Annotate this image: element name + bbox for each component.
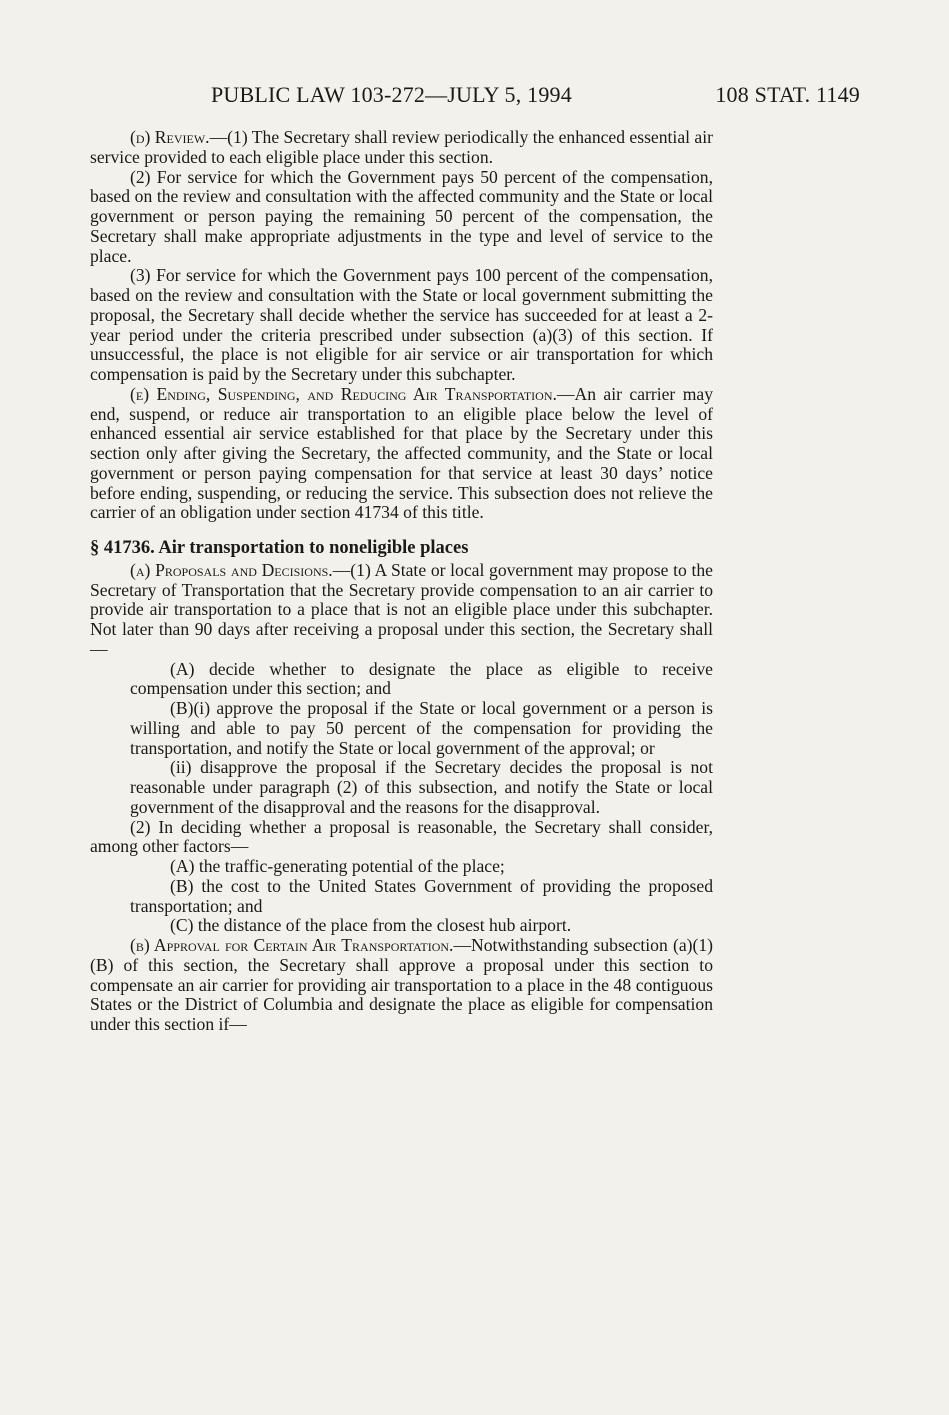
stat-reference: 108 STAT. 1149: [715, 82, 860, 107]
paragraph-d3: (3) For service for which the Government pays 100 percent of the compensation, based on the review and consultation with the State or local government submitting the proposal, the Secretary shall decide whether the service has succeeded for at least a 2-year period under the criteria prescribed under subsection (a)(3) of this section. If unsuccessful, the place is not eligible for air service or air transportation for which compensation is paid by the Secretary under this subchapter.: [90, 265, 713, 384]
paragraph-b: [90, 936, 713, 1035]
running-header: [90, 82, 860, 112]
subsection-label: (b) Approval for Certain Air Transportation.: [130, 935, 454, 955]
subsection-label: (e) Ending, Suspending, and Reducing Air Transportation.: [130, 383, 557, 404]
paragraph-a2-B: (B) the cost to the United States Government of providing the proposed transportation; and: [130, 875, 713, 916]
paragraph-a2-A: (A) the traffic-generating potential of the place;: [170, 856, 505, 876]
paragraph-a-B-ii: (ii) disapprove the proposal if the Secretary decides the proposal is not reasonable under paragraph (2) of this subsection, and notify the State or local government of the disapproval and the reasons for the disapproval.: [130, 757, 713, 817]
subsection-label: (d) Review.: [130, 127, 210, 147]
paragraph-d-review: [90, 128, 713, 168]
paragraph-text: —Notwithstanding subsection (a)(1)(B) of this section, the Secretary shall approve a proposal under this section to compensate an air carrier for providing air transportation to a place in the 48 contiguous States or the District of Columbia and designate the place as eligible for compensation under this section if—: [90, 935, 713, 1034]
paragraph-text: —(1) A State or local government may propose to the Secretary of Transportation that the Secretary provide compensation to an air carrier to provide air transportation to a place that is not an eligible place under this subchapter. Not later than 90 days after receiving a proposal under this section, the Secretary shall—: [90, 559, 713, 659]
paragraph-text: —An air carrier may end, suspend, or reduce air transportation to an eligible place below the level of enhanced essential air service established for that place by the Secretary under this section only after giving the Secretary, the affected community, and the State or local government or person paying compensation for that service at least 30 days’ notice before ending, suspending, or reducing the service. This subsection does not relieve the carrier of an obligation under section 41734 of this title.: [90, 383, 714, 523]
subsection-label: (a) Proposals and Decisions.: [130, 559, 333, 580]
paragraph-a2-C: (C) the distance of the place from the closest hub airport.: [170, 915, 572, 936]
law-title: PUBLIC LAW 103-272—JULY 5, 1994: [211, 82, 572, 107]
paragraph-e: [90, 385, 713, 523]
document-body: [90, 128, 713, 1035]
section-heading: § 41736. Air transportation to noneligible places: [90, 538, 469, 558]
paragraph-d2: (2) For service for which the Government pays 50 percent of the compensation, based on the review and consultation with the affected community and the State or local government or person paying the remaining 50 percent of the compensation, the Secretary shall make appropriate adjustments in the type and level of service to the place.: [90, 166, 713, 266]
paragraph-a-A: (A) decide whether to designate the place as eligible to receive compensation under this section; and: [130, 658, 713, 699]
paragraph-a: [90, 561, 713, 660]
paragraph-a-B-i: (B)(i) approve the proposal if the State or local government or a person is willing and able to pay 50 percent of the compensation for providing the transportation, and notify the State or local government of the approval; or: [130, 698, 713, 758]
paragraph-a2: (2) In deciding whether a proposal is reasonable, the Secretary shall consider, among other factors—: [90, 816, 713, 857]
paragraph-text: —(1) The Secretary shall review periodically the enhanced essential air service provided to each eligible place under this section.: [90, 127, 713, 167]
